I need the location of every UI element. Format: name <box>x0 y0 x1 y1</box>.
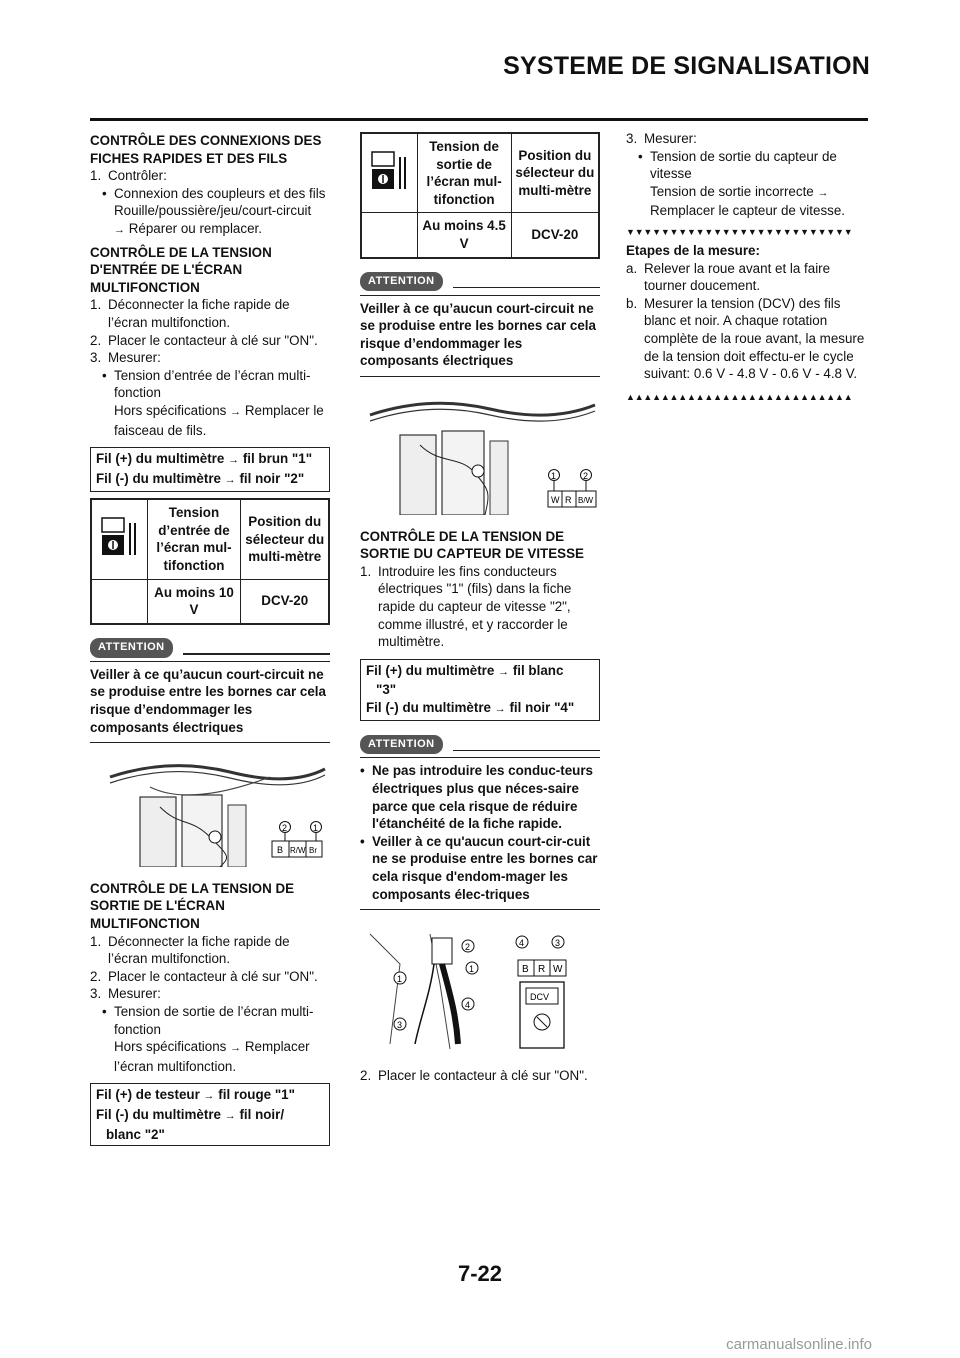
page-title: SYSTEME DE SIGNALISATION <box>503 52 870 80</box>
spec-table <box>90 498 330 625</box>
wire-label: Br <box>309 846 317 856</box>
callout-number: 2 <box>282 823 288 834</box>
step: b. Mesurer la tension (DCV) des fils blanc et noir. A chaque rotation complète de la roue avant, la mesure de la tension doit effectu-er le cycle suivant: 0.6 V - 4.8 V - 0.6 V - 4.8 V. <box>626 295 865 382</box>
callout-number: 2 <box>465 942 471 953</box>
probe-connection-box: Fil (+) du multimètre → fil blanc "3" Fil (-) du multimètre → fil noir "4" <box>360 659 600 722</box>
table-cell: Au moins 4.5 V <box>417 213 511 258</box>
attention-notice: ATTENTION Veiller à ce qu’aucun court-circuit ne se produise entre les bornes car cela risque d’endommager les composants électriques <box>360 273 600 377</box>
step: 1. Déconnecter la fiche rapide de l’écran multifonction. <box>90 297 290 330</box>
wire-label: R/W <box>290 846 306 856</box>
table-cell: Au moins 10 V <box>147 579 241 624</box>
arrow-right-icon: → <box>203 1090 215 1103</box>
section-title-capteur-vitesse: CONTRÔLE DE LA TENSION DE SORTIE DU CAPTEUR DE VITESSE <box>360 528 584 562</box>
wire-label: R <box>565 494 572 505</box>
step: 1. Déconnecter la fiche rapide de l’écran multifonction. <box>90 933 290 967</box>
step: 2. Placer le contacteur à clé sur "ON". <box>90 332 318 348</box>
table-header: Tension d’entrée de l’écran mul-tifonction <box>147 499 241 579</box>
callout-number: 1 <box>313 823 319 834</box>
callout-number: 4 <box>519 938 525 949</box>
step: 3. Mesurer: <box>626 131 697 146</box>
illustration-speed-sensor-fig3 <box>360 924 600 1059</box>
sub-text: Remplacer le capteur de vitesse. <box>650 203 846 219</box>
bullet: • Tension d’entrée de l’écran multi-fonction <box>102 367 311 401</box>
arrow-right-icon: → <box>494 702 506 715</box>
arrow-right-icon: → <box>114 223 125 236</box>
section-title-tension-entree: CONTRÔLE DE LA TENSION D'ENTRÉE DE L'ÉCRAN MULTIFONCTION <box>90 244 272 295</box>
step: 2. Placer le contacteur à clé sur "ON". <box>360 1067 588 1083</box>
triangle-divider-up: ▲▲▲▲▲▲▲▲▲▲▲▲▲▲▲▲▲▲▲▲▲▲▲▲▲▲ <box>626 391 853 402</box>
title-rule <box>90 118 868 121</box>
wire-label: B <box>277 845 284 856</box>
table-header: Position du sélecteur du multi-mètre <box>511 133 599 213</box>
spec-table <box>360 132 600 259</box>
table-cell: DCV-20 <box>241 579 329 624</box>
step: a. Relever la roue avant et la faire tourner doucement. <box>626 260 831 294</box>
step: 2. Placer le contacteur à clé sur "ON". <box>90 968 318 984</box>
section-title-tension-sortie-ecran: CONTRÔLE DE LA TENSION DE SORTIE DE L'ÉCRAN MULTIFONCTION <box>90 880 295 931</box>
callout-number: 1 <box>397 974 403 985</box>
arrow-right-icon: → <box>224 473 236 486</box>
wire-label: B <box>522 964 529 976</box>
bullet: • Tension de sortie de l’écran multi-fonction <box>102 1003 314 1037</box>
arrow-right-icon: → <box>228 454 240 467</box>
illustration-connector-fig2 <box>360 395 600 520</box>
arrow-right-icon: → <box>230 405 242 418</box>
table-header: Position du sélecteur du multi-mètre <box>241 499 329 579</box>
table-header: Tension de sortie de l’écran mul-tifonction <box>417 133 511 213</box>
sub-text: → Réparer ou remplacer. <box>114 220 262 236</box>
wire-label: R <box>538 964 546 976</box>
attention-badge: ATTENTION <box>90 638 173 658</box>
bullet: • Tension de sortie du capteur de vitesse <box>638 148 837 182</box>
meter-label: DCV <box>530 992 550 1003</box>
section-title-connexions: CONTRÔLE DES CONNEXIONS DES FICHES RAPIDES ET DES FILS <box>90 133 322 166</box>
attention-badge: ATTENTION <box>360 735 443 755</box>
callout-number: 4 <box>465 1000 471 1011</box>
arrow-right-icon: → <box>224 1109 236 1122</box>
column-right <box>626 130 868 403</box>
probe-connection-box: Fil (+) du multimètre → fil brun "1" Fil (-) du multimètre → fil noir "2" <box>90 447 330 492</box>
callout-number: 2 <box>583 470 589 481</box>
sub-text: Rouille/poussière/jeu/court-circuit <box>114 203 312 219</box>
step: 3. Mesurer: <box>90 986 161 1002</box>
sub-text: Hors spécifications → Remplacer le faisceau de fils. <box>114 402 324 438</box>
arrow-right-icon: → <box>817 186 829 199</box>
probe-connection-box: Fil (+) de testeur → fil rouge "1" Fil (-) du multimètre → fil noir/ blanc "2" <box>90 1083 330 1146</box>
callout-number: 1 <box>469 964 475 975</box>
bullet: • Connexion des coupleurs et des fils <box>102 185 326 201</box>
multimeter-icon <box>91 499 147 579</box>
step: 1. Contrôler: <box>90 168 167 184</box>
column-left <box>90 130 330 1152</box>
section-title-etapes: Etapes de la mesure: <box>626 242 760 258</box>
step: 1. Introduire les fins conducteurs électriques "1" (fils) dans la fiche rapide du capteur de vitesse "2", comme illustré, et y raccorder le multimètre. <box>360 563 572 650</box>
table-cell: DCV-20 <box>511 213 599 258</box>
attention-badge: ATTENTION <box>360 272 443 292</box>
sub-text: Hors spécifications → Remplacer l’écran multifonction. <box>114 1039 310 1074</box>
callout-number: 3 <box>397 1020 403 1031</box>
column-middle <box>360 130 600 1084</box>
callout-number: 3 <box>555 938 561 949</box>
watermark: carmanualsonline.info <box>726 1336 872 1353</box>
multimeter-icon <box>361 133 417 213</box>
attention-notice: ATTENTION • Ne pas introduire les conduc-teurs électriques plus que néces-saire parce que cela risque de réduire l'étanchéité de la fiche rapide. • Veiller à ce qu'aucun court-cir-cuit ne se produise entre les bornes car cela risque d'endom-mager les composants élec-triques <box>360 735 600 910</box>
callout-number: 1 <box>551 470 557 481</box>
attention-notice: ATTENTION Veiller à ce qu’aucun court-circuit ne se produise entre les bornes car cela risque d’endommager les composants électriques <box>90 639 330 743</box>
arrow-right-icon: → <box>230 1042 242 1055</box>
sub-text: Tension de sortie incorrecte → <box>650 183 829 199</box>
illustration-connector-fig1 <box>90 757 330 872</box>
wire-label: W <box>551 494 560 505</box>
page-number: 7-22 <box>457 1261 503 1286</box>
step: 3. Mesurer: <box>90 350 161 366</box>
arrow-right-icon: → <box>498 665 510 678</box>
wire-label: W <box>553 964 563 976</box>
triangle-divider-down: ▼▼▼▼▼▼▼▼▼▼▼▼▼▼▼▼▼▼▼▼▼▼▼▼▼▼ <box>626 226 853 237</box>
wire-label: B/W <box>578 495 594 505</box>
